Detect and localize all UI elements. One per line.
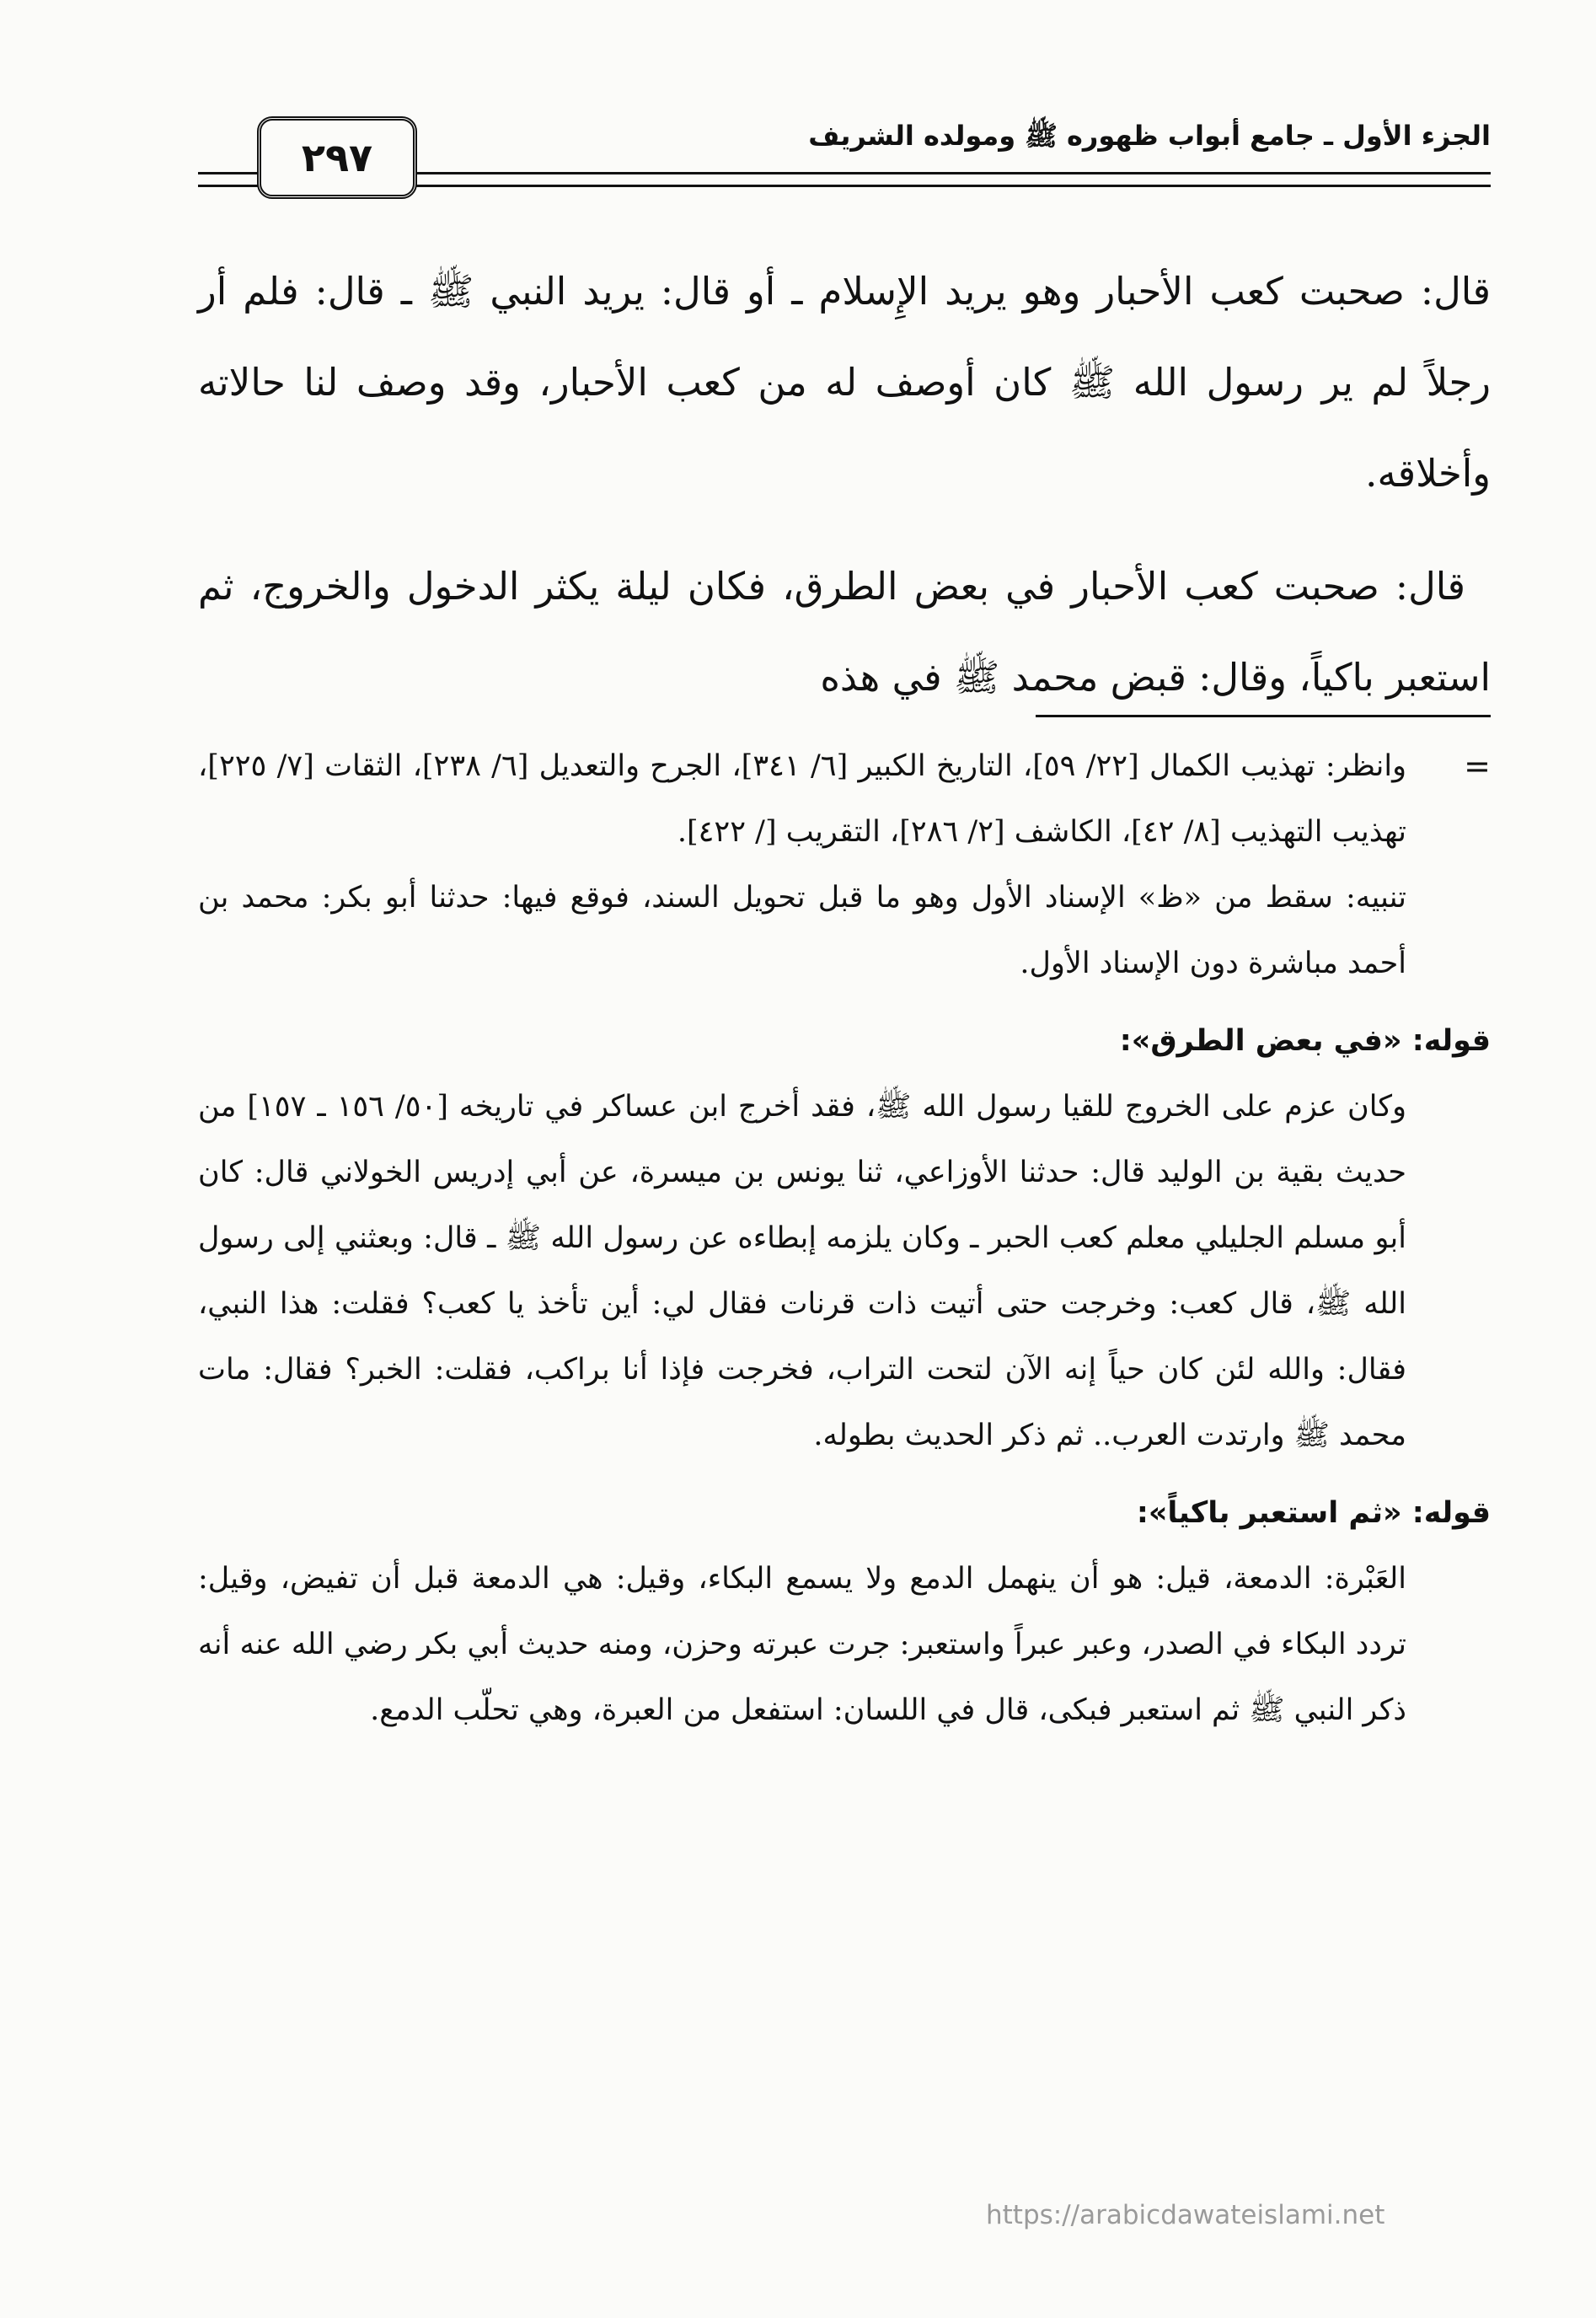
commentary-body: وكان عزم على الخروج للقيا رسول الله ﷺ، فقد أخرج ابن عساكر في تاريخه [٥٠/ ١٥٦ ـ ١٥٧] من حديث بقية بن الوليد قال: حدثنا الأوزاعي، ثنا يونس بن ميسرة، عن أبي إدريس الخولاني قال: كان أبو مسلم الجليلي معلم كعب الحبر ـ وكان يلزمه إبطاءه عن رسول الله ﷺ ـ قال: وبعثني إلى رسول الله ﷺ، قال كعب: وخرجت حتى أتيت ذات قرنات فقال لي: أين تأخذ يا كعب؟ فقلت: هذا النبي، فقال: والله لئن كان حياً إنه الآن لتحت التراب، فخرجت فإذا أنا براكب، فقلت: الخبر؟ فقال: مات محمد ﷺ وارتدت العرب.. ثم ذكر الحديث بطوله.: [198, 1090, 1407, 1452]
page-header: [198, 108, 1491, 196]
main-paragraph: قال: صحبت كعب الأحبار في بعض الطرق، فكان ليلة يكثر الدخول والخروج، ثم استعبر باكياً، وقال: قبض محمد ﷺ في هذه: [198, 564, 1491, 700]
footnote-note: تنبيه: سقط من «ظ» الإسناد الأول وهو ما قبل تحويل السند، فوقع فيها: حدثنا أبو بكر: محمد بن أحمد مباشرة دون الإسناد الأول.: [198, 881, 1406, 980]
commentary-heading: قوله: «ثم استعبر باكياً»:: [1136, 1496, 1491, 1530]
commentary-body: العَبْرة: الدمعة، قيل: هو أن ينهمل الدمع ولا يسمع البكاء، وقيل: هي الدمعة قبل أن تفيض، وقيل: تردد البكاء في الصدر، وعبر عبراً واستعبر: جرت عبرته وحزن، ومنه حديث أبي بكر رضي الله عنه أنه ذكر النبي ﷺ ثم استعبر فبكى، قال في اللسان: استفعل من العبرة، وهي تحلّب الدمع.: [198, 1562, 1407, 1727]
main-text: [198, 246, 1491, 723]
commentary-heading: قوله: «في بعض الطرق»:: [1119, 1024, 1491, 1058]
footnote-separator: [1036, 715, 1491, 717]
continuation-mark: =: [1464, 748, 1491, 785]
watermark-url: https://arabicdawateislami.net: [986, 2200, 1385, 2230]
main-paragraph: قال: صحبت كعب الأحبار وهو يريد الإِسلام ـ أو قال: يريد النبي ﷺ ـ قال: فلم أر رجلاً لم ير رسول الله ﷺ كان أوصف له من كعب الأحبار، وقد وصف لنا حالاته وأخلاقه.: [198, 269, 1491, 496]
running-title: الجزء الأول ـ جامع أبواب ظهوره ﷺ ومولده الشريف: [808, 120, 1491, 152]
footnote-references: وانظر: تهذيب الكمال [٢٢/ ٥٩]، التاريخ الكبير [٦/ ٣٤١]، الجرح والتعديل [٦/ ٢٣٨]، الثقات [٧/ ٢٢٥]، تهذيب التهذيب [٨/ ٤٢]، الكاشف [٢/ ٢٨٦]، التقريب [/ ٤٢٢].: [198, 749, 1407, 849]
footnotes-section: [198, 733, 1491, 1743]
page-number: ٢٩٧: [257, 116, 417, 199]
